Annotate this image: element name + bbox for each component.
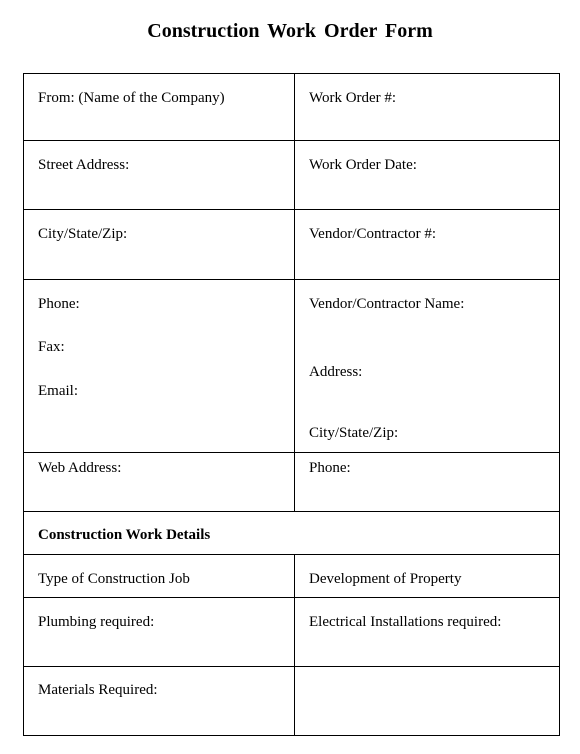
materials-required-label: Materials Required: (38, 682, 158, 698)
work-order-form-table (23, 73, 560, 736)
company-name-label: From: (Name of the Company) (38, 90, 225, 106)
row-requirements (24, 598, 560, 667)
vendor-details-cell[interactable] (295, 280, 560, 453)
vendor-phone-cell[interactable] (295, 453, 560, 512)
vendor-address-label: Address: (309, 364, 363, 380)
vendor-contractor-number-label: Vendor/Contractor #: (309, 226, 437, 242)
street-address-cell[interactable] (24, 141, 295, 210)
email-label: Email: (38, 383, 78, 399)
web-address-label: Web Address: (38, 460, 122, 476)
row-street (24, 141, 560, 210)
vendor-contractor-name-label: Vendor/Contractor Name: (309, 296, 465, 312)
work-order-date-cell[interactable] (295, 141, 560, 210)
plumbing-required-cell[interactable] (24, 598, 295, 667)
development-of-property-label: Development of Property (309, 571, 462, 587)
vendor-contractor-number-cell[interactable] (295, 210, 560, 280)
electrical-installations-cell[interactable] (295, 598, 560, 667)
fax-label: Fax: (38, 339, 65, 355)
city-state-zip-cell[interactable] (24, 210, 295, 280)
row-contact (24, 280, 560, 453)
work-order-number-label: Work Order #: (309, 90, 397, 106)
materials-notes-cell[interactable] (295, 667, 560, 736)
construction-job-type-cell[interactable] (24, 555, 295, 598)
row-materials (24, 667, 560, 736)
plumbing-required-label: Plumbing required: (38, 614, 155, 630)
contact-cell[interactable] (24, 280, 295, 453)
row-section-header (24, 512, 560, 555)
work-order-date-label: Work Order Date: (309, 157, 417, 173)
vendor-phone-label: Phone: (309, 460, 351, 476)
row-job-type (24, 555, 560, 598)
section-header-cell (24, 512, 560, 555)
row-web (24, 453, 560, 512)
vendor-city-state-zip-label: City/State/Zip: (309, 425, 399, 441)
construction-work-details-heading: Construction Work Details (38, 527, 211, 543)
web-address-cell[interactable] (24, 453, 295, 512)
city-state-zip-label: City/State/Zip: (38, 226, 128, 242)
form-title: Construction Work Order Form (147, 20, 433, 42)
row-company (24, 74, 560, 141)
row-city (24, 210, 560, 280)
work-order-number-cell[interactable] (295, 74, 560, 141)
development-of-property-cell[interactable] (295, 555, 560, 598)
street-address-label: Street Address: (38, 157, 130, 173)
electrical-installations-label: Electrical Installations required: (309, 614, 502, 630)
materials-required-cell[interactable] (24, 667, 295, 736)
company-name-cell[interactable] (24, 74, 295, 141)
construction-job-type-label: Type of Construction Job (38, 571, 190, 587)
phone-label: Phone: (38, 296, 80, 312)
